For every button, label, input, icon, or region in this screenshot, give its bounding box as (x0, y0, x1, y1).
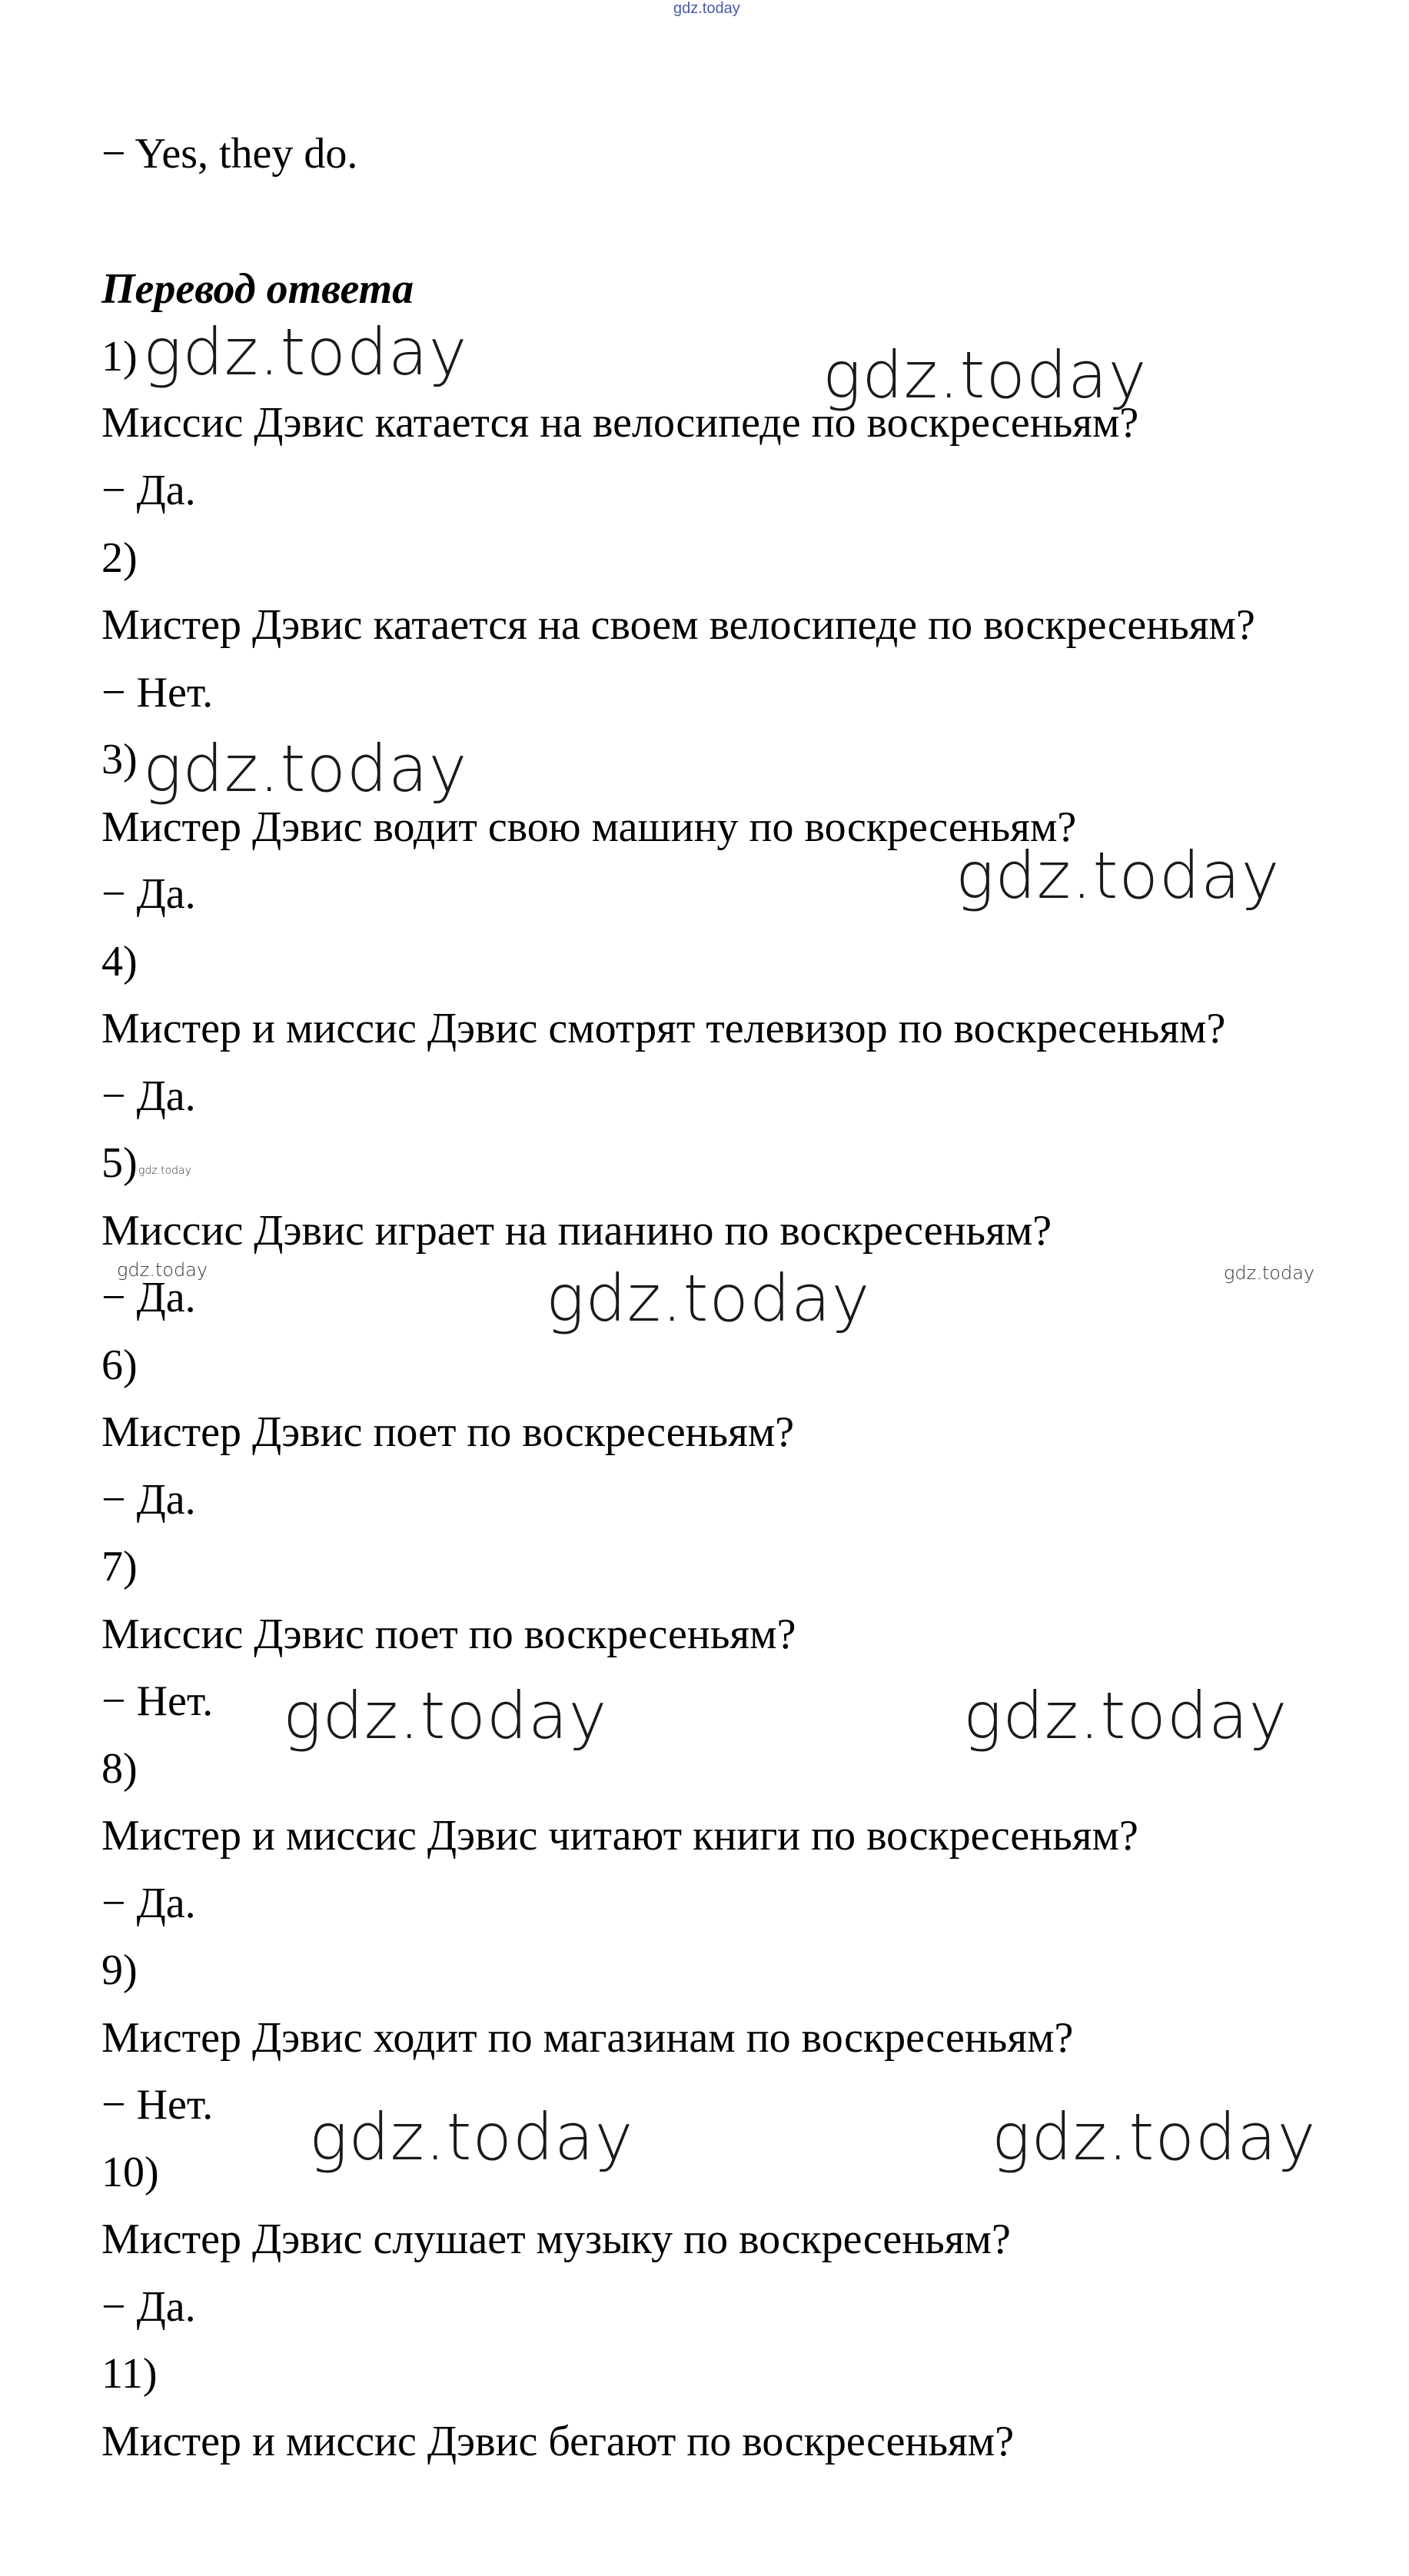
item-answer: − Да. (101, 1880, 196, 1927)
item-question: Мистер и миссис Дэвис бегают по воскресеньям? (101, 2418, 1015, 2465)
item-number: 6) (101, 1341, 138, 1389)
section-heading: Перевод ответа (101, 265, 414, 313)
item-number: 7) (101, 1543, 138, 1590)
watermark: gdz.today (143, 314, 468, 390)
item-number: 11) (101, 2350, 158, 2398)
watermark: gdz.today (138, 1165, 191, 1177)
item-question: Мистер и миссис Дэвис читают книги по воскресеньям? (101, 1812, 1138, 1860)
watermark: gdz.today (1224, 1262, 1315, 1284)
item-question: Миссис Дэвис катается на велосипеде по воскресеньям? (101, 399, 1139, 447)
item-question: Мистер Дэвис катается на своем велосипеде по воскресеньям? (101, 601, 1255, 649)
item-number: 2) (101, 534, 138, 582)
watermark: gdz.today (992, 2099, 1317, 2175)
item-question: Миссис Дэвис поет по воскресеньям? (101, 1610, 796, 1658)
item-answer: − Да. (101, 2283, 196, 2331)
item-answer: − Да. (101, 1476, 196, 1524)
watermark: gdz.today (546, 1261, 871, 1336)
watermark: gdz.today (963, 1678, 1288, 1753)
item-answer: − Нет. (101, 669, 214, 716)
item-question: Мистер Дэвис водит свою машину по воскресеньям? (101, 803, 1077, 851)
item-answer: − Да. (101, 870, 196, 918)
item-question: Мистер и миссис Дэвис смотрят телевизор по воскресеньям? (101, 1005, 1226, 1052)
item-number: 3) (101, 736, 138, 783)
item-question: Миссис Дэвис играет на пианино по воскресеньям? (101, 1207, 1052, 1255)
header-watermark: gdz.today (673, 0, 740, 17)
item-number: 4) (101, 938, 138, 986)
watermark: gdz.today (117, 1259, 208, 1281)
item-answer: − Да. (101, 1274, 196, 1321)
item-number: 10) (101, 2149, 159, 2196)
watermark: gdz.today (283, 1678, 608, 1753)
item-number: 5) (101, 1139, 138, 1187)
item-answer: − Нет. (101, 2081, 214, 2129)
item-question: Мистер Дэвис слушает музыку по воскресеньям? (101, 2215, 1011, 2263)
watermark: gdz.today (955, 838, 1281, 913)
item-answer: − Да. (101, 467, 196, 514)
item-question: Мистер Дэвис ходит по магазинам по воскресеньям? (101, 2014, 1074, 2062)
item-question: Мистер Дэвис поет по воскресеньям? (101, 1408, 795, 1456)
intro-answer: − Yes, they do. (101, 130, 358, 178)
watermark: gdz.today (822, 337, 1148, 413)
watermark: gdz.today (143, 731, 468, 806)
item-answer: − Да. (101, 1072, 196, 1120)
item-number: 1) (101, 333, 138, 381)
watermark: gdz.today (309, 2099, 634, 2175)
item-number: 9) (101, 1946, 138, 1994)
item-number: 8) (101, 1745, 138, 1793)
item-answer: − Нет. (101, 1677, 214, 1725)
